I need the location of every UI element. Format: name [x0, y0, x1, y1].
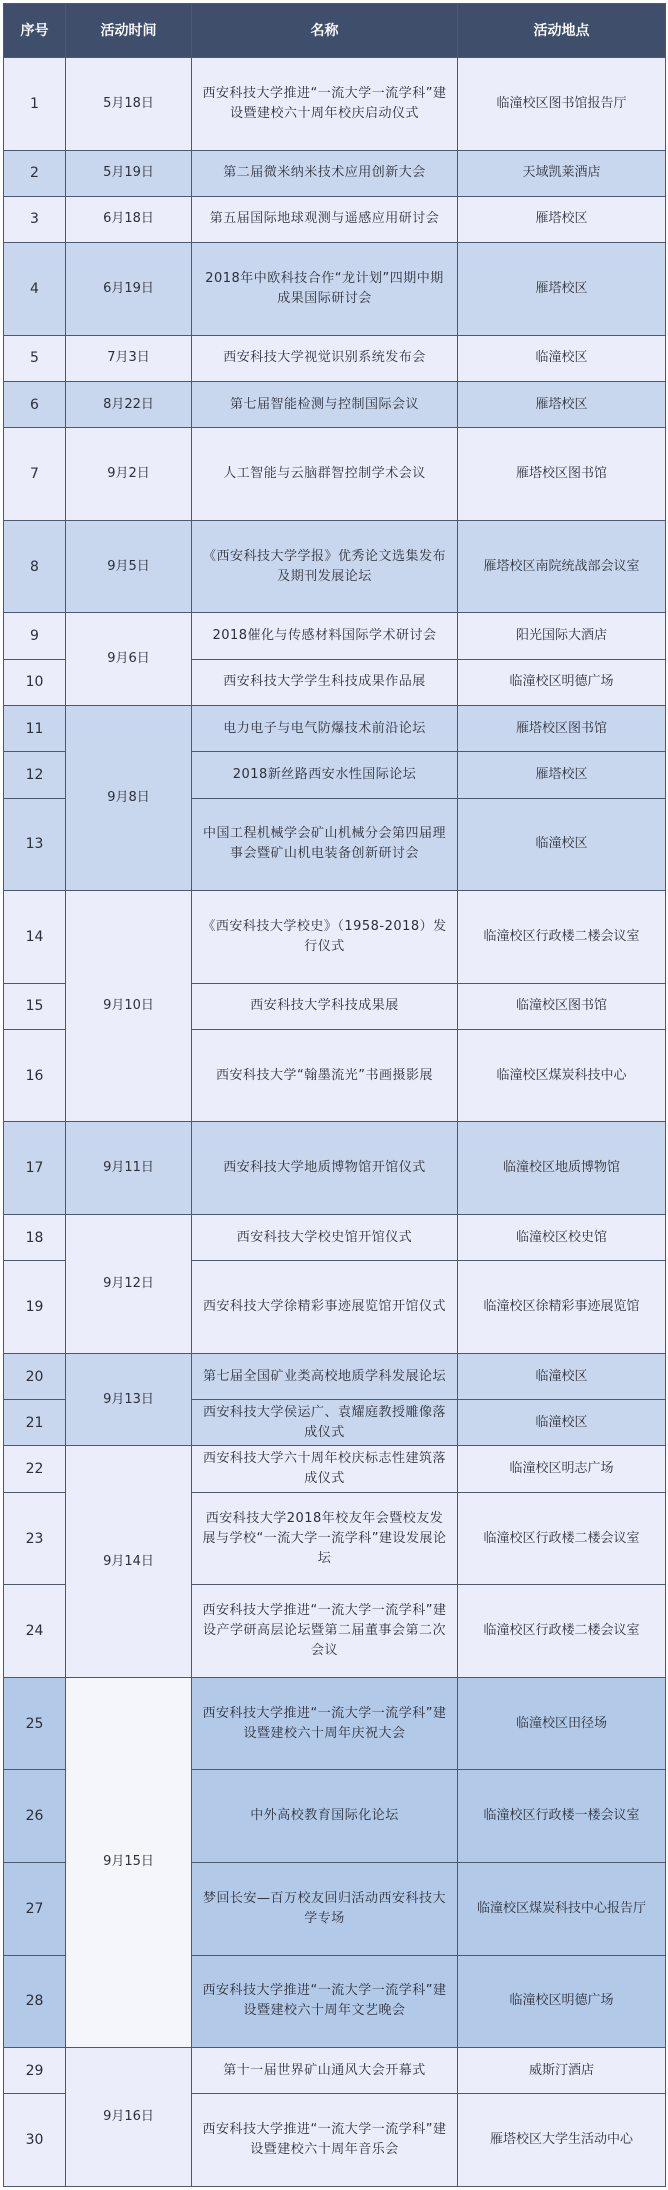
- row-seq: 28: [4, 1955, 66, 2048]
- row-seq: 18: [4, 1215, 66, 1261]
- row-name: 西安科技大学推进“一流大学一流学科”建设产学研高层论坛暨第二届董事会第二次会议: [192, 1585, 458, 1678]
- row-name: 中国工程机械学会矿山机械分会第四届理事会暨矿山机电装备创新研讨会: [192, 798, 458, 891]
- row-date: 9月13日: [66, 1353, 192, 1446]
- row-location: 雁塔校区大学生活动中心: [458, 2094, 666, 2187]
- row-location: 威斯汀酒店: [458, 2048, 666, 2094]
- row-location: 临潼校区明德广场: [458, 1955, 666, 2048]
- row-seq: 15: [4, 983, 66, 1029]
- row-location: 临潼校区: [458, 1353, 666, 1399]
- row-location: 临潼校区: [458, 335, 666, 381]
- row-date: 6月19日: [66, 243, 192, 336]
- row-location: 临潼校区图书馆: [458, 983, 666, 1029]
- row-location: 临潼校区行政楼二楼会议室: [458, 1492, 666, 1585]
- row-seq: 14: [4, 891, 66, 984]
- row-name: 西安科技大学学生科技成果作品展: [192, 659, 458, 705]
- row-location: 临潼校区: [458, 1400, 666, 1446]
- row-date: 9月10日: [66, 891, 192, 1122]
- row-name: 中外高校教育国际化论坛: [192, 1770, 458, 1863]
- row-date: 8月22日: [66, 381, 192, 427]
- row-name: 西安科技大学地质博物馆开馆仪式: [192, 1122, 458, 1215]
- table-row: [4, 1353, 666, 1399]
- row-date: 9月15日: [66, 1677, 192, 2047]
- row-location: 雁塔校区: [458, 752, 666, 798]
- row-location: 临潼校区校史馆: [458, 1215, 666, 1261]
- row-name: 人工智能与云脑群智控制学术会议: [192, 428, 458, 521]
- row-location: 天域凯莱酒店: [458, 150, 666, 196]
- table-row: [4, 520, 666, 613]
- row-name: 2018新丝路西安水性国际论坛: [192, 752, 458, 798]
- row-seq: 27: [4, 1862, 66, 1955]
- row-seq: 3: [4, 196, 66, 242]
- table-row: [4, 613, 666, 659]
- table-row: [4, 243, 666, 336]
- row-name: 《西安科技大学学报》优秀论文选集发布及期刊发展论坛: [192, 520, 458, 613]
- row-date: 5月18日: [66, 58, 192, 151]
- row-name: 西安科技大学视觉识别系统发布会: [192, 335, 458, 381]
- row-seq: 5: [4, 335, 66, 381]
- row-name: 梦回长安—百万校友回归活动西安科技大学专场: [192, 1862, 458, 1955]
- row-name: 第七届智能检测与控制国际会议: [192, 381, 458, 427]
- header-row: [4, 4, 666, 58]
- row-seq: 12: [4, 752, 66, 798]
- schedule-table: [3, 3, 666, 2187]
- row-seq: 1: [4, 58, 66, 151]
- row-name: 2018催化与传感材料国际学术研讨会: [192, 613, 458, 659]
- header-date: 活动时间: [66, 4, 192, 58]
- row-location: 临潼校区煤炭科技中心报告厅: [458, 1862, 666, 1955]
- row-date: 7月3日: [66, 335, 192, 381]
- row-seq: 23: [4, 1492, 66, 1585]
- row-location: 雁塔校区图书馆: [458, 705, 666, 751]
- row-location: 临潼校区行政楼二楼会议室: [458, 1585, 666, 1678]
- row-seq: 16: [4, 1029, 66, 1122]
- row-date: 6月18日: [66, 196, 192, 242]
- table-row: [4, 196, 666, 242]
- row-seq: 4: [4, 243, 66, 336]
- row-seq: 30: [4, 2094, 66, 2187]
- table-row: [4, 1677, 666, 1770]
- row-date: 9月6日: [66, 613, 192, 706]
- table-row: [4, 1446, 666, 1492]
- table-row: [4, 1122, 666, 1215]
- row-name: 第七届全国矿业类高校地质学科发展论坛: [192, 1353, 458, 1399]
- row-name: 电力电子与电气防爆技术前沿论坛: [192, 705, 458, 751]
- table-row: [4, 705, 666, 751]
- table-row: [4, 2048, 666, 2094]
- row-name: 西安科技大学2018年校友年会暨校友发展与学校“一流大学一流学科”建设发展论坛: [192, 1492, 458, 1585]
- row-seq: 6: [4, 381, 66, 427]
- row-seq: 20: [4, 1353, 66, 1399]
- table-row: [4, 428, 666, 521]
- row-date: 9月2日: [66, 428, 192, 521]
- header-seq: 序号: [4, 4, 66, 58]
- row-seq: 13: [4, 798, 66, 891]
- row-name: 第五届国际地球观测与遥感应用研讨会: [192, 196, 458, 242]
- row-date: 9月11日: [66, 1122, 192, 1215]
- row-location: 临潼校区明志广场: [458, 1446, 666, 1492]
- row-seq: 29: [4, 2048, 66, 2094]
- row-name: 西安科技大学科技成果展: [192, 983, 458, 1029]
- row-seq: 24: [4, 1585, 66, 1678]
- row-date: 9月12日: [66, 1215, 192, 1354]
- row-location: 阳光国际大酒店: [458, 613, 666, 659]
- table-row: [4, 58, 666, 151]
- row-name: 西安科技大学推进“一流大学一流学科”建设暨建校六十周年音乐会: [192, 2094, 458, 2187]
- row-name: 西安科技大学校史馆开馆仪式: [192, 1215, 458, 1261]
- header-location: 活动地点: [458, 4, 666, 58]
- row-location: 临潼校区田径场: [458, 1677, 666, 1770]
- row-name: 西安科技大学推进“一流大学一流学科”建设暨建校六十周年文艺晚会: [192, 1955, 458, 2048]
- row-seq: 8: [4, 520, 66, 613]
- row-location: 临潼校区地质博物馆: [458, 1122, 666, 1215]
- row-location: 临潼校区图书馆报告厅: [458, 58, 666, 151]
- row-location: 临潼校区明德广场: [458, 659, 666, 705]
- row-name: 西安科技大学推进“一流大学一流学科”建设暨建校六十周年校庆启动仪式: [192, 58, 458, 151]
- row-location: 雁塔校区图书馆: [458, 428, 666, 521]
- row-seq: 7: [4, 428, 66, 521]
- row-date: 9月16日: [66, 2048, 192, 2187]
- row-location: 临潼校区煤炭科技中心: [458, 1029, 666, 1122]
- table-row: [4, 1215, 666, 1261]
- row-date: 9月14日: [66, 1446, 192, 1677]
- row-name: 第二届微米纳米技术应用创新大会: [192, 150, 458, 196]
- row-date: 9月8日: [66, 705, 192, 890]
- row-seq: 17: [4, 1122, 66, 1215]
- row-seq: 25: [4, 1677, 66, 1770]
- row-location: 雁塔校区: [458, 381, 666, 427]
- header-name: 名称: [192, 4, 458, 58]
- row-location: 雁塔校区南院统战部会议室: [458, 520, 666, 613]
- table-row: [4, 891, 666, 984]
- row-seq: 11: [4, 705, 66, 751]
- row-name: 第十一届世界矿山通风大会开幕式: [192, 2048, 458, 2094]
- row-seq: 19: [4, 1261, 66, 1354]
- row-name: 西安科技大学推进“一流大学一流学科”建设暨建校六十周年庆祝大会: [192, 1677, 458, 1770]
- row-location: 雁塔校区: [458, 243, 666, 336]
- row-location: 临潼校区行政楼二楼会议室: [458, 891, 666, 984]
- row-location: 临潼校区行政楼一楼会议室: [458, 1770, 666, 1863]
- table-row: [4, 335, 666, 381]
- row-name: 西安科技大学徐精彩事迹展览馆开馆仪式: [192, 1261, 458, 1354]
- row-seq: 21: [4, 1400, 66, 1446]
- row-name: 西安科技大学六十周年校庆标志性建筑落成仪式: [192, 1446, 458, 1492]
- row-name: 西安科技大学“翰墨流光”书画摄影展: [192, 1029, 458, 1122]
- row-seq: 26: [4, 1770, 66, 1863]
- row-date: 5月19日: [66, 150, 192, 196]
- row-location: 临潼校区徐精彩事迹展览馆: [458, 1261, 666, 1354]
- row-seq: 2: [4, 150, 66, 196]
- row-seq: 9: [4, 613, 66, 659]
- table-row: [4, 150, 666, 196]
- row-location: 临潼校区: [458, 798, 666, 891]
- row-name: 西安科技大学侯运广、袁耀庭教授雕像落成仪式: [192, 1400, 458, 1446]
- row-location: 雁塔校区: [458, 196, 666, 242]
- row-name: 《西安科技大学校史》（1958-2018）发行仪式: [192, 891, 458, 984]
- row-seq: 22: [4, 1446, 66, 1492]
- row-date: 9月5日: [66, 520, 192, 613]
- table-row: [4, 381, 666, 427]
- row-name: 2018年中欧科技合作“龙计划”四期中期成果国际研讨会: [192, 243, 458, 336]
- row-seq: 10: [4, 659, 66, 705]
